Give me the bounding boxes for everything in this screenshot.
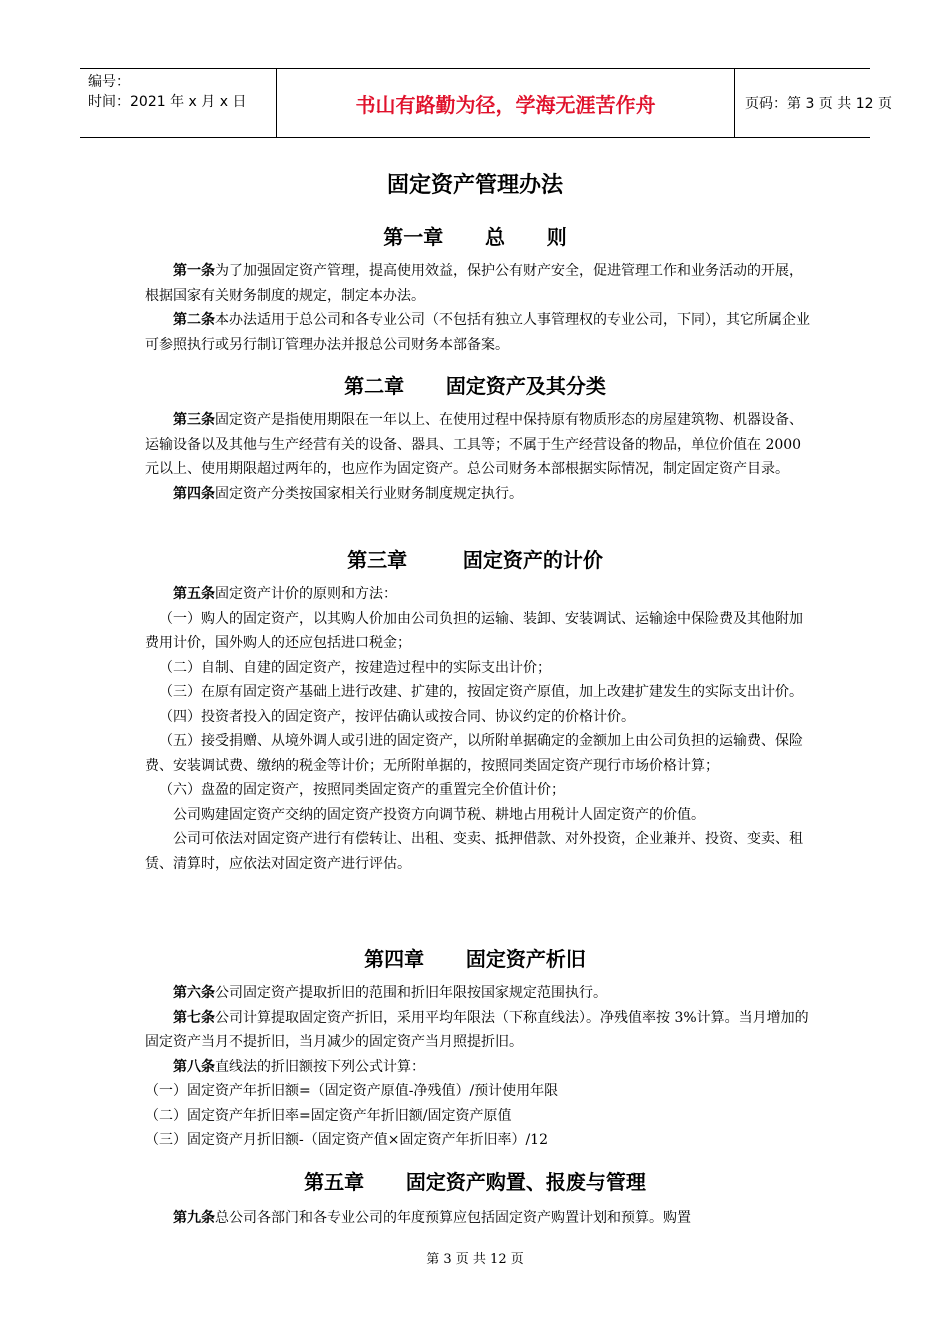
article-5-item: （一）购人的固定资产，以其购人价加由公司负担的运输、装卸、安装调试、运输途中保险费及其他附加费用计价，国外购人的还应包括进口税金； [145,610,803,651]
article-3: 第三条固定资产是指使用期限在一年以上、在使用过程中保持原有物质形态的房屋建筑物、机器设备、运输设备以及其他与生产经营有关的设备、器具、工具等；不属于生产经营设备的物品，单位价值在 2000 元以上、使用期限超过两年的，也应作为固定资产。总公司财务本部根据实际情况，制定固定资产目录。 [145,412,803,477]
chapter-1-heading: 第一章 总 则 [383,225,567,249]
chapter-5-heading: 第五章 固定资产购置、报废与管理 [304,1170,646,1194]
article-8-item: （三）固定资产月折旧额-（固定资产值×固定资产年折旧率）/12 [145,1132,548,1148]
article-5-extra: 公司可依法对固定资产进行有偿转让、出租、变卖、抵押借款、对外投资，企业兼并、投资、变卖、租赁、清算时，应依法对固定资产进行评估。 [145,831,803,872]
article-5-item: （六）盘盈的固定资产，按照同类固定资产的重置完全价值计价； [159,782,565,798]
time-label: 时间：2021 年 x 月 x 日 [88,94,247,110]
chapter-1-body [145,259,810,357]
article-5-extra: 公司购建固定资产交纳的固定资产投资方向调节税、耕地占用税计人固定资产的价值。 [173,806,705,823]
article-7: 第七条公司计算提取固定资产折旧，采用平均年限法（下称直线法）。净残值率按 3%计算。当月增加的固定资产当月不提折旧，当月减少的固定资产当月照提折旧。 [145,1009,809,1050]
article-8-item: （一）固定资产年折旧额=（固定资产原值-净残值）/预计使用年限 [145,1083,559,1099]
article-5-item: （二）自制、自建的固定资产，按建造过程中的实际支出计价； [159,659,551,676]
page-header [80,68,892,138]
article-2: 第二条本办法适用于总公司和各专业公司（不包括有独立人事管理权的专业公司，下同），其它所属企业可参照执行或另行制订管理办法并报总公司财务本部备案。 [145,312,810,353]
chapter-4-body [145,981,810,1153]
article-9: 第九条总公司各部门和各专业公司的年度预算应包括固定资产购置计划和预算。购置 [173,1210,691,1226]
number-label: 编号： [88,74,130,90]
article-5: 第五条固定资产计价的原则和方法： [173,586,397,602]
header-page-info: 页码：第 3 页 共 12 页 [745,96,892,112]
article-8: 第八条直线法的折旧额按下列公式计算： [173,1058,425,1075]
article-4: 第四条固定资产分类按国家相关行业财务制度规定执行。 [173,485,523,502]
article-5-item: （三）在原有固定资产基础上进行改建、扩建的，按固定资产原值，加上改建扩建发生的实际支出计价。 [159,684,803,700]
chapter-2-heading: 第二章 固定资产及其分类 [344,374,606,398]
article-6: 第六条公司固定资产提取折旧的范围和折旧年限按国家规定范围执行。 [173,985,607,1001]
article-5-item: （四）投资者投入的固定资产，按评估确认或按合同、协议约定的价格计价。 [159,708,635,725]
article-5-item: （五）接受捐赠、从境外调人或引进的固定资产，以所附单据确定的金额加上由公司负担的运输费、保险费、安装调试费、缴纳的税金等计价；无所附单据的，按照同类固定资产现行市场价格计算； [145,733,803,774]
header-motto: 书山有路勤为径，学海无涯苦作舟 [276,69,735,137]
article-1: 第一条为了加强固定资产管理，提高使用效益，保护公有财产安全，促进管理工作和业务活动的开展，根据国家有关财务制度的规定，制定本办法。 [145,263,803,304]
document-title: 固定资产管理办法 [386,173,563,198]
article-8-item: （二）固定资产年折旧率=固定资产年折旧额/固定资产原值 [145,1107,512,1124]
chapter-5-body [145,1206,810,1231]
header-meta [80,69,276,137]
chapter-3-heading: 第三章 固定资产的计价 [347,548,603,572]
page-footer: 第 3 页 共 12 页 [426,1252,524,1267]
chapter-4-heading: 第四章 固定资产析旧 [364,947,586,971]
chapter-2-body [145,408,810,506]
chapter-3-body [145,582,810,876]
